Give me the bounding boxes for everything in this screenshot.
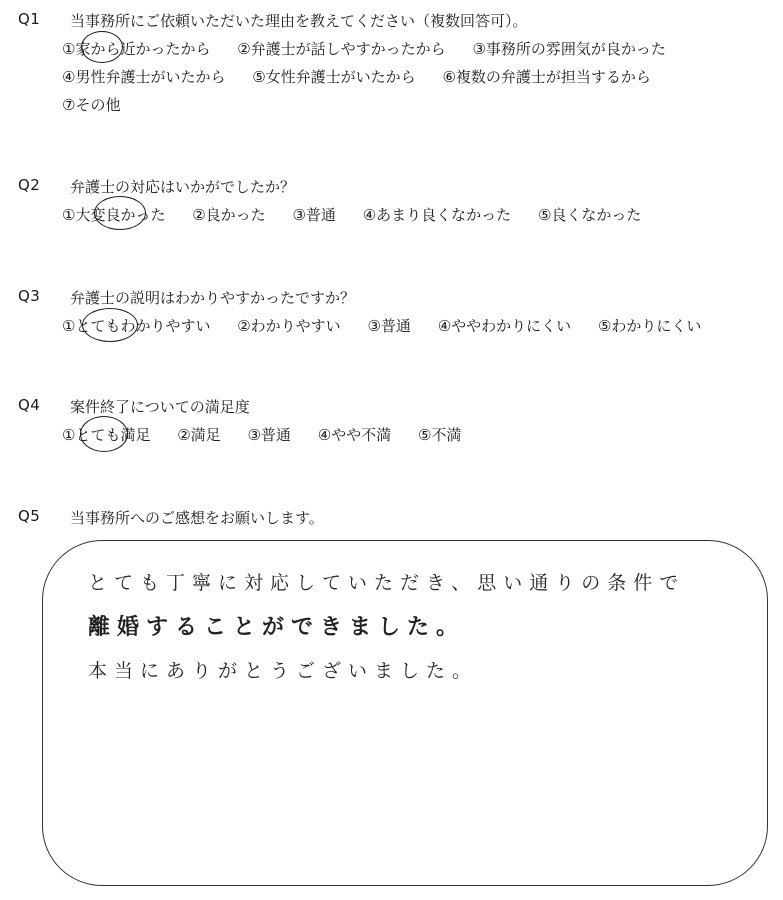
q5-answer-line-3: 本当にありがとうございました。 <box>88 660 479 682</box>
q4-options-row <box>62 424 461 445</box>
q3-option-4[interactable]: ④ややわかりにくい <box>437 317 572 335</box>
q1-option-7[interactable]: ⑦その他 <box>62 96 121 114</box>
q4-option-5[interactable]: ⑤不満 <box>417 426 462 444</box>
q3-label: Q3 <box>18 287 41 305</box>
q3-options-row <box>62 315 701 336</box>
q5-answer-line-2 <box>88 610 465 641</box>
q1-label: Q1 <box>18 10 41 28</box>
q5-label: Q5 <box>18 507 41 525</box>
q2-label: Q2 <box>18 176 41 194</box>
q3-option-1[interactable]: ①とてもわかりやすい <box>62 317 211 335</box>
q2-option-1[interactable]: ①大変良かった <box>62 206 166 224</box>
q3-option-3[interactable]: ③普通 <box>367 317 411 335</box>
q2-options-row <box>62 204 641 225</box>
q2-option-5[interactable]: ⑤良くなかった <box>537 206 642 224</box>
q2-question: 弁護士の対応はいかがでしたか？ <box>70 178 296 196</box>
q1-options-row-2 <box>62 66 651 87</box>
q1-options-row-1 <box>62 38 666 59</box>
q5-answer-line-2-text: 離婚することができました。 <box>88 614 466 640</box>
q1-option-5[interactable]: ⑤女性弁護士がいたから <box>252 68 416 86</box>
q1-question: 当事務所にご依頼いただいた理由を教えてください（複数回答可）。 <box>70 12 528 30</box>
q1-option-4[interactable]: ④男性弁護士がいたから <box>62 68 226 86</box>
q3-option-5[interactable]: ⑤わかりにくい <box>597 317 702 335</box>
q5-question: 当事務所へのご感想をお願いします。 <box>70 509 324 527</box>
q3-question: 弁護士の説明はわかりやすかったですか？ <box>70 289 356 307</box>
q4-question: 案件終了についての満足度 <box>70 398 250 416</box>
q4-option-1[interactable]: ①とても満足 <box>62 426 151 444</box>
q1-option-6[interactable]: ⑥複数の弁護士が担当するから <box>442 68 651 86</box>
q1-options-row-3 <box>62 94 120 115</box>
q2-option-4[interactable]: ④あまり良くなかった <box>362 206 512 224</box>
q3-option-2[interactable]: ②わかりやすい <box>237 317 341 335</box>
q4-option-2[interactable]: ②満足 <box>177 426 221 444</box>
q2-option-3[interactable]: ③普通 <box>292 206 336 224</box>
q1-option-1[interactable]: ①家から近かったから <box>62 40 211 58</box>
q1-option-2[interactable]: ②弁護士が話しやすかったから <box>237 40 446 58</box>
q4-option-4[interactable]: ④やや不満 <box>317 426 392 444</box>
q4-option-3[interactable]: ③普通 <box>247 426 291 444</box>
q1-option-3[interactable]: ③事務所の雰囲気が良かった <box>472 40 666 58</box>
q4-label: Q4 <box>18 396 41 414</box>
q5-answer-line-1: とても丁寧に対応していただき、思い通りの条件で <box>88 572 686 594</box>
q2-option-2[interactable]: ②良かった <box>192 206 266 224</box>
